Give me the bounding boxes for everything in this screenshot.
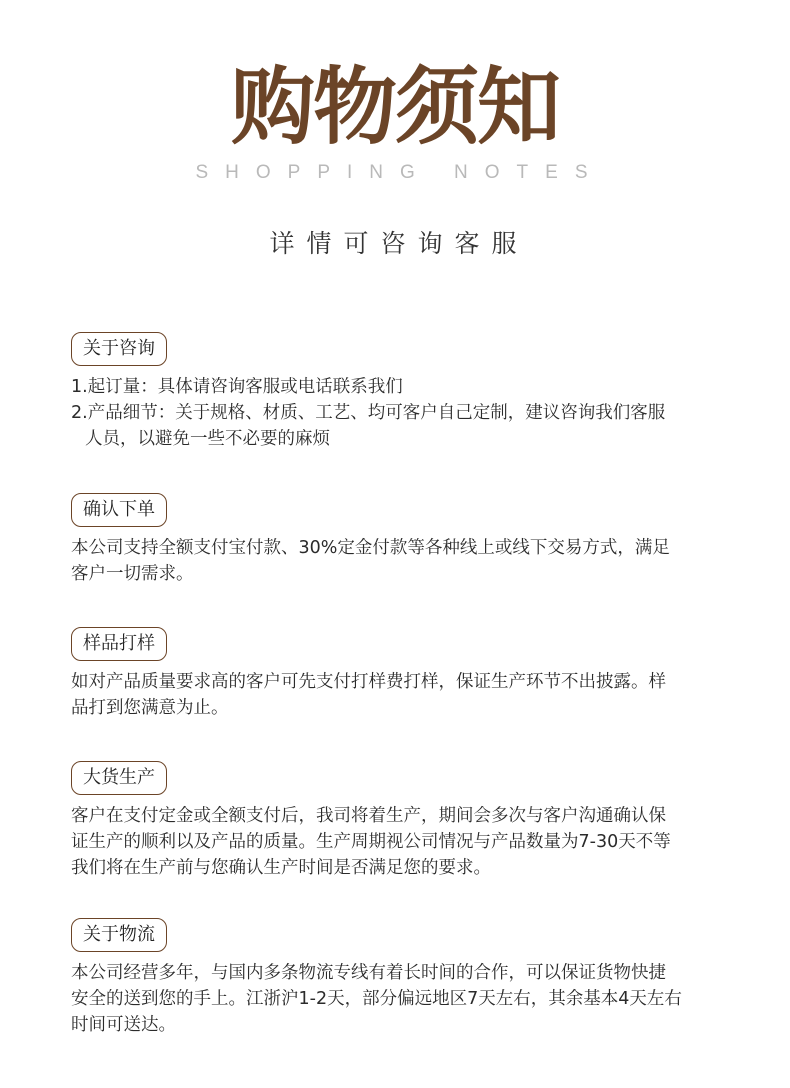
section-line: 品打到您满意为止。 <box>71 698 229 718</box>
section-logistics <box>71 918 731 1038</box>
section-body <box>71 803 731 881</box>
section-line: 客户在支付定金或全额支付后，我司将着生产，期间会多次与客户沟通确认保 <box>71 806 666 826</box>
section-badge: 关于物流 <box>71 918 167 952</box>
section-badge: 确认下单 <box>71 493 167 527</box>
page-tagline: 详情可咨询客服 <box>269 229 529 258</box>
section-body <box>71 374 731 452</box>
section-body <box>71 669 731 721</box>
section-line: 时间可送达。 <box>71 1015 176 1035</box>
section-line: 证生产的顺利以及产品的质量。生产周期视公司情况与产品数量为7-30天不等 <box>71 832 671 852</box>
section-line: 安全的送到您的手上。江浙沪1-2天，部分偏远地区7天左右，其余基本4天左右 <box>71 989 682 1009</box>
section-line: 1.起订量：具体请咨询客服或电话联系我们 <box>71 377 403 397</box>
section-line: 本公司经营多年，与国内多条物流专线有着长时间的合作，可以保证货物快捷 <box>71 963 666 983</box>
section-line: 我们将在生产前与您确认生产时间是否满足您的要求。 <box>71 858 491 878</box>
section-line: 客户一切需求。 <box>71 564 194 584</box>
section-line: 2.产品细节：关于规格、材质、工艺、均可客户自己定制，建议咨询我们客服 <box>71 403 666 423</box>
page-subtitle: SHOPPING NOTES <box>195 162 605 183</box>
page-title: 购物须知 <box>230 58 559 156</box>
section-order-confirmation <box>71 493 731 587</box>
section-line: 如对产品质量要求高的客户可先支付打样费打样，保证生产环节不出披露。样 <box>71 672 666 692</box>
section-body <box>71 535 731 587</box>
section-badge: 关于咨询 <box>71 332 167 366</box>
section-consultation <box>71 332 731 452</box>
section-badge: 大货生产 <box>71 761 167 795</box>
section-line: 人员，以避免一些不必要的麻烦 <box>85 429 330 449</box>
section-sampling <box>71 627 731 721</box>
section-bulk-production <box>71 761 731 881</box>
section-body <box>71 960 731 1038</box>
section-badge: 样品打样 <box>71 627 167 661</box>
section-line: 本公司支持全额支付宝付款、30%定金付款等各种线上或线下交易方式，满足 <box>71 538 670 558</box>
